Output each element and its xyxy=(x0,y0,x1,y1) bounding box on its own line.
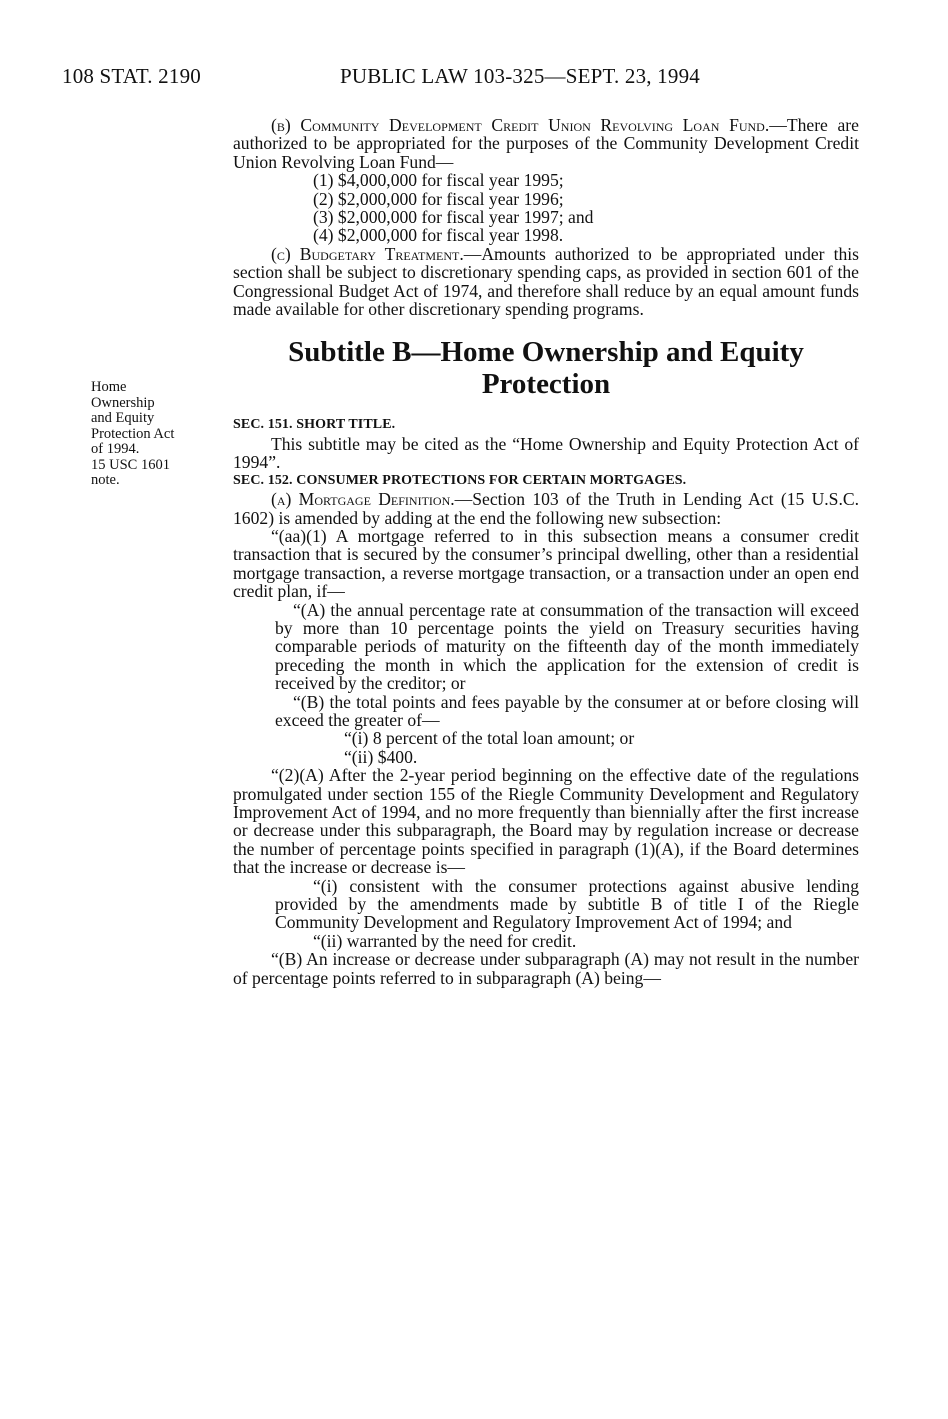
margin-note-line: Ownership xyxy=(91,394,155,411)
funding-item: (1) $4,000,000 for fiscal year 1995; xyxy=(313,170,564,191)
clause-aa2-A-i: “(i) consistent with the consumer protections against abusive lending provided by the amendments made by subtitle B of title I of the Riegle Community Development and Regulatory Improvement Act of 1994; and xyxy=(275,875,859,933)
stat-page-number: 108 STAT. 2190 xyxy=(62,64,201,88)
margin-note-line: 15 USC 1601 xyxy=(91,456,170,473)
subtitle-line-2: Protection xyxy=(481,368,611,401)
paragraph-aa1: “(aa)(1) A mortgage referred to in this subsection means a consumer credit transaction that is secured by the consumer’s principal dwelling, other than a residential mortgage transaction, a reverse mortgage transaction, or a transaction under an open end credit plan, if— xyxy=(233,525,859,602)
paragraph-aa2-B: “(B) An increase or decrease under subparagraph (A) may not result in the number of percentage points referred to in subparagraph (A) being— xyxy=(233,949,859,988)
section-151-text: This subtitle may be cited as the “Home Ownership and Equity Protection Act of 1994”. xyxy=(233,433,859,473)
subtitle-heading xyxy=(233,336,859,400)
subsection-a-text: —Section 103 of the Truth in Lending Act (15 U.S.C. 1602) is amended by adding at the end the following new subsection: xyxy=(233,489,860,528)
section-151-heading: SEC. 151. SHORT TITLE. xyxy=(233,417,396,433)
subtitle-line-1: Subtitle B—Home Ownership and Equity xyxy=(288,336,804,369)
margin-note-line: of 1994. xyxy=(91,441,140,457)
margin-note xyxy=(91,380,221,489)
subsection-c xyxy=(233,245,859,319)
funding-item: (3) $2,000,000 for fiscal year 1997; and xyxy=(313,207,594,228)
paragraph-aa2-A: “(2)(A) After the 2-year period beginning on the effective date of the regulations promulgated under section 155 of the Riegle Community Development and Regulatory Improvement Act of 1994, and no more frequently than biennially after the first increase or decrease under this subparagraph, the Board may by regulation increase or decrease the number of percentage points specified in paragraph (1)(A), if the Board determines that the increase or decrease is— xyxy=(233,765,859,878)
document-body xyxy=(233,116,859,987)
subsection-c-text: —Amounts authorized to be appropriated under this section shall be subject to discretionary spending caps, as provided in section 601 of the Congressional Budget Act of 1974, and therefore shall reduce by an equal amount funds made available for other discretionary spending programs. xyxy=(233,243,859,320)
clause-aa1-B-ii: “(ii) $400. xyxy=(344,746,418,767)
clause-aa1-B-i: “(i) 8 percent of the total loan amount; or xyxy=(344,728,635,749)
funding-item: (4) $2,000,000 for fiscal year 1998. xyxy=(313,225,564,246)
public-law-title: PUBLIC LAW 103-325—SEPT. 23, 1994 xyxy=(340,64,700,88)
margin-note-line: Home xyxy=(91,379,127,395)
clause-aa2-A-ii: “(ii) warranted by the need for credit. xyxy=(313,930,577,951)
subsection-c-heading: (c) Budgetary Treatment. xyxy=(271,243,464,264)
margin-note-line: and Equity xyxy=(91,410,155,426)
funding-item: (2) $2,000,000 for fiscal year 1996; xyxy=(313,188,564,209)
subsection-b xyxy=(233,116,859,171)
section-152-heading: SEC. 152. CONSUMER PROTECTIONS FOR CERTAIN MORTGAGES. xyxy=(233,472,687,488)
subsection-b-heading: (b) Community Development Credit Union Revolving Loan Fund. xyxy=(271,115,770,135)
subsection-a xyxy=(233,490,859,527)
clause-aa1-B: “(B) the total points and fees payable by the consumer at or before closing will exceed the greater of— xyxy=(275,691,859,730)
subsection-b-text: —There are authorized to be appropriated for the purposes of the Community Development Credit Union Revolving Loan Fund— xyxy=(233,115,859,172)
margin-note-line: Protection Act xyxy=(91,425,175,442)
margin-note-line: note. xyxy=(91,472,120,488)
clause-aa1-A: “(A) the annual percentage rate at consummation of the transaction will exceed by more than 10 percentage points the yield on Treasury securities having comparable periods of maturity on the fifteenth day of the month immediately preceding the month in which the application for the extension of credit is received by the creditor; or xyxy=(275,599,859,694)
subsection-a-heading: (a) Mortgage Definition. xyxy=(271,489,455,510)
